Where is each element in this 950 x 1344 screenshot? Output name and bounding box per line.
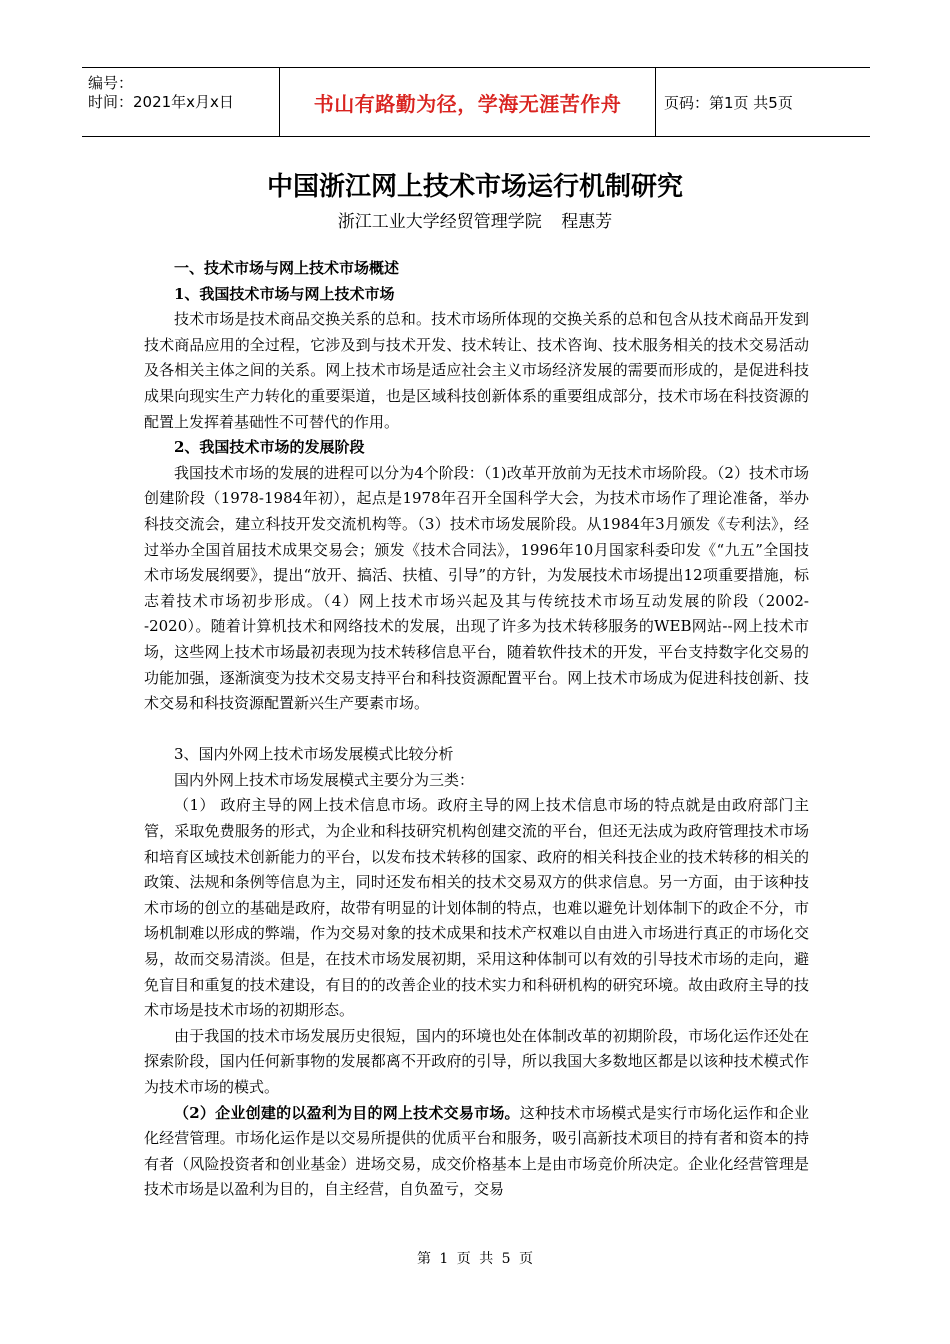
header-info	[82, 68, 280, 136]
header-page-label: 页码：第1页 共5页	[664, 93, 793, 112]
subsection-heading: 1、我国技术市场与网上技术市场	[174, 284, 395, 303]
document-title: 中国浙江网上技术市场运行机制研究	[266, 172, 683, 202]
section-heading: 3、国内外网上技术市场发展模式比较分析	[174, 745, 454, 764]
paragraph	[144, 1101, 809, 1203]
page-footer: 第 1 页 共 5 页	[416, 1251, 534, 1267]
document-author: 浙江工业大学经贸管理学院 程惠芳	[337, 212, 613, 232]
paragraph: 由于我国的技术市场发展历史很短，国内的环境也处在体制改革的初期阶段，市场化运作还处在探索阶段，国内任何新事物的发展都离不开政府的引导，所以我国大多数地区都是以该种技术模式作为技术市场的模式。	[144, 1026, 809, 1096]
header-motto: 书山有路勤为径，学海无涯苦作舟	[280, 68, 656, 136]
document-date-label: 时间：2021年x月x日	[88, 93, 234, 111]
section-heading: 一、技术市场与网上技术市场概述	[174, 259, 400, 277]
document-number-label: 编号：	[88, 74, 134, 92]
subsection-heading: 2、我国技术市场的发展阶段	[174, 438, 365, 457]
document-body	[144, 256, 809, 1203]
paragraph: 技术市场是技术商品交换关系的总和。技术市场所体现的交换关系的总和包含从技术商品开发到技术商品应用的全过程，它涉及到与技术开发、技术转让、技术咨询、技术服务相关的技术交易活动及各相关主体之间的关系。网上技术市场是适应社会主义市场经济发展的需要而形成的，是促进科技成果向现实生产力转化的重要渠道，也是区域科技创新体系的重要组成部分，技术市场在科技资源的配置上发挥着基础性不可替代的作用。	[144, 310, 809, 431]
paragraph-lead: （2）企业创建的以盈利为目的网上技术交易市场。	[174, 1103, 520, 1122]
paragraph: 国内外网上技术市场发展模式主要分为三类：	[174, 770, 475, 789]
paragraph: （1） 政府主导的网上技术信息市场。政府主导的网上技术信息市场的特点就是由政府部门主管，采取免费服务的形式，为企业和科技研究机构创建交流的平台，但还无法成为政府管理技术市场和培育区域技术创新能力的平台，以发布技术转移的国家、政府的相关科技企业的技术转移的相关的政策、法规和条例等信息为主，同时还发布相关的技术交易双方的供求信息。另一方面，由于该种技术市场的创立的基础是政府，故带有明显的计划体制的特点，也难以避免计划体制下的政企不分，市场机制难以形成的弊端，作为交易对象的技术成果和技术产权难以自由进入市场进行真正的市场化交易，故而交易清淡。但是，在技术市场发展初期，采用这种体制可以有效的引导技术市场的走向，避免盲目和重复的技术建设，有目的的改善企业的技术实力和科研机构的研究环境。故由政府主导的技术市场是技术市场的初期形态。	[144, 796, 809, 1020]
paragraph: 我国技术市场的发展的进程可以分为4个阶段：（1)改革开放前为无技术市场阶段。（2）技术市场创建阶段（1978-1984年初），起点是1978年召开全国科学大会，为技术市场作了理论准备，举办科技交流会，建立科技开发交流机构等。（3）技术市场发展阶段。从1984年3月颁发《专利法》，经过举办全国首届技术成果交易会；颁发《技术合同法》，1996年10月国家科委印发《“九五”全国技术市场发展纲要》，提出“放开、搞活、扶植、引导”的方针，为发展技术市场提出12项重要措施，标志着技术市场初步形成。（4）网上技术市场兴起及其与传统技术市场互动发展的阶段（2002--2020）。随着计算机技术和网络技术的发展，出现了许多为技术转移服务的WEB网站--网上技术市场，这些网上技术市场最初表现为技术转移信息平台，随着软件技术的开发，平台支持数字化交易的功能加强，逐渐演变为技术交易支持平台和科技资源配置平台。网上技术市场成为促进科技创新、技术交易和科技资源配置新兴生产要素市场。	[144, 463, 809, 713]
paragraph-text: 这种技术市场模式是实行市场化运作和企业化经营管理。市场化运作是以交易所提供的优质平台和服务，吸引高新技术项目的持有者和资本的持有者（风险投资者和创业基金）进场交易，成交价格基本上是由市场竞价所决定。企业化经营管理是技术市场是以盈利为目的，自主经营，自负盈亏，交易	[144, 1103, 809, 1199]
header-table	[82, 67, 870, 137]
spacer	[144, 717, 809, 743]
